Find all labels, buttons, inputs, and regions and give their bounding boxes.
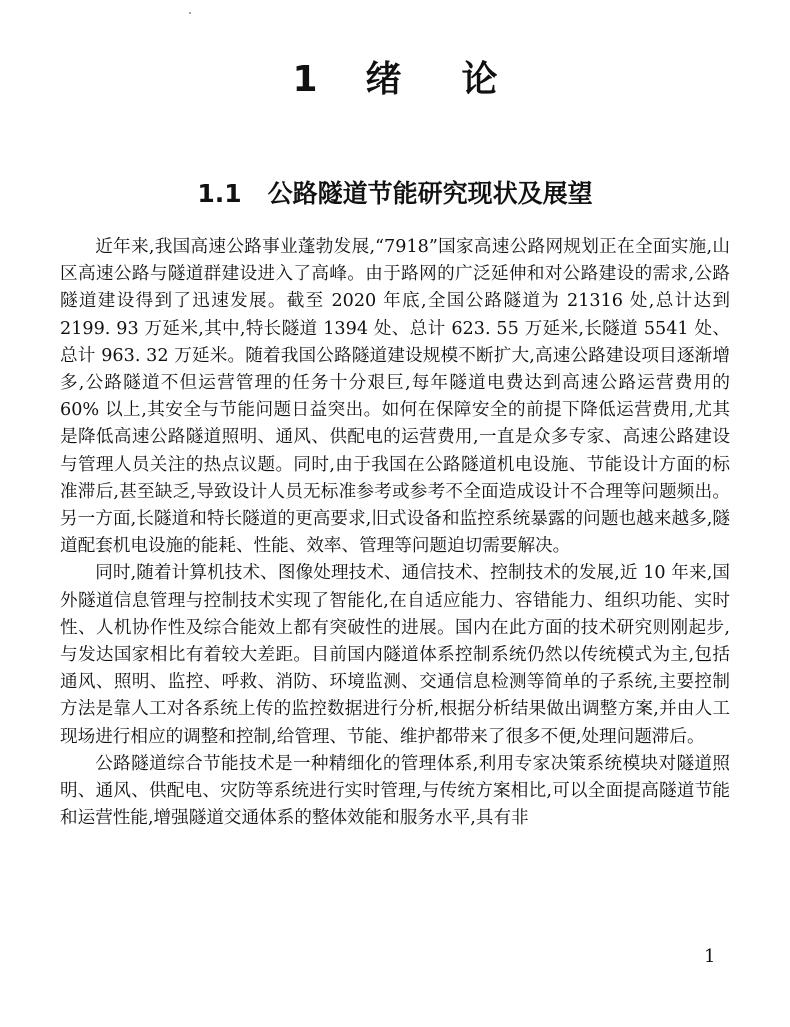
chapter-number: 1 — [292, 59, 318, 100]
section-number: 1.1 — [197, 179, 242, 208]
chapter-title — [0, 58, 790, 102]
section-title-text: 公路隧道节能研究现状及展望 — [267, 179, 593, 208]
chapter-title-char-1: 绪 — [365, 59, 402, 100]
section-title — [0, 177, 790, 211]
body-text — [60, 234, 730, 832]
paragraph-2: 同时,随着计算机技术、图像处理技术、通信技术、控制技术的发展,近 10 年来,国外隧道信息管理与控制技术实现了智能化,在自适应能力、容错能力、组织功能、实时性、人机协作性及综合能效上都有突破性的进展。国内在此方面的技术研究则刚起步,与发达国家相比有着较大差距。目前国内隧道体系控制系统仍然以传统模式为主,包括通风、照明、监控、呼救、消防、环境监测、交通信息检测等简单的子系统,主要控制方法是靠人工对各系统上传的监控数据进行分析,根据分析结果做出调整方案,并由人工现场进行相应的调整和控制,给管理、节能、维护都带来了很多不便,处理问题滞后。 — [60, 563, 730, 747]
page-number: 1 — [704, 946, 716, 967]
chapter-title-char-2: 论 — [461, 59, 498, 100]
scan-artifact-dot — [189, 12, 191, 14]
paragraph-3: 公路隧道综合节能技术是一种精细化的管理体系,利用专家决策系统模块对隧道照明、通风、供配电、灾防等系统进行实时管理,与传统方案相比,可以全面提高隧道节能和运营性能,增强隧道交通体系的整体效能和服务水平,具有非 — [60, 753, 730, 829]
paragraph-1: 近年来,我国高速公路事业蓬勃发展,“7918”国家高速公路网规划正在全面实施,山区高速公路与隧道群建设进入了高峰。由于路网的广泛延伸和对公路建设的需求,公路隧道建设得到了迅速发展。截至 2020 年底,全国公路隧道为 21316 处,总计达到 2199. 93 万延米,其中,特长隧道 1394 处、总计 623. 55 万延米,长隧道 5541 处、总计 963. 32 万延米。随着我国公路隧道建设规模不断扩大,高速公路建设项目逐渐增多,公路隧道不但运营管理的任务十分艰巨,每年隧道电费达到高速公路运营费用的 60% 以上,其安全与节能问题日益突出。如何在保障安全的前提下降低运营费用,尤其是降低高速公路隧道照明、通风、供配电的运营费用,一直是众多专家、高速公路建设与管理人员关注的热点议题。同时,由于我国在公路隧道机电设施、节能设计方面的标准滞后,甚至缺乏,导致设计人员无标准参考或参考不全面造成设计不合理等问题频出。另一方面,长隧道和特长隧道的更高要求,旧式设备和监控系统暴露的问题也越来越多,隧道配套机电设施的能耗、性能、效率、管理等问题迫切需要解决。 — [60, 237, 730, 557]
